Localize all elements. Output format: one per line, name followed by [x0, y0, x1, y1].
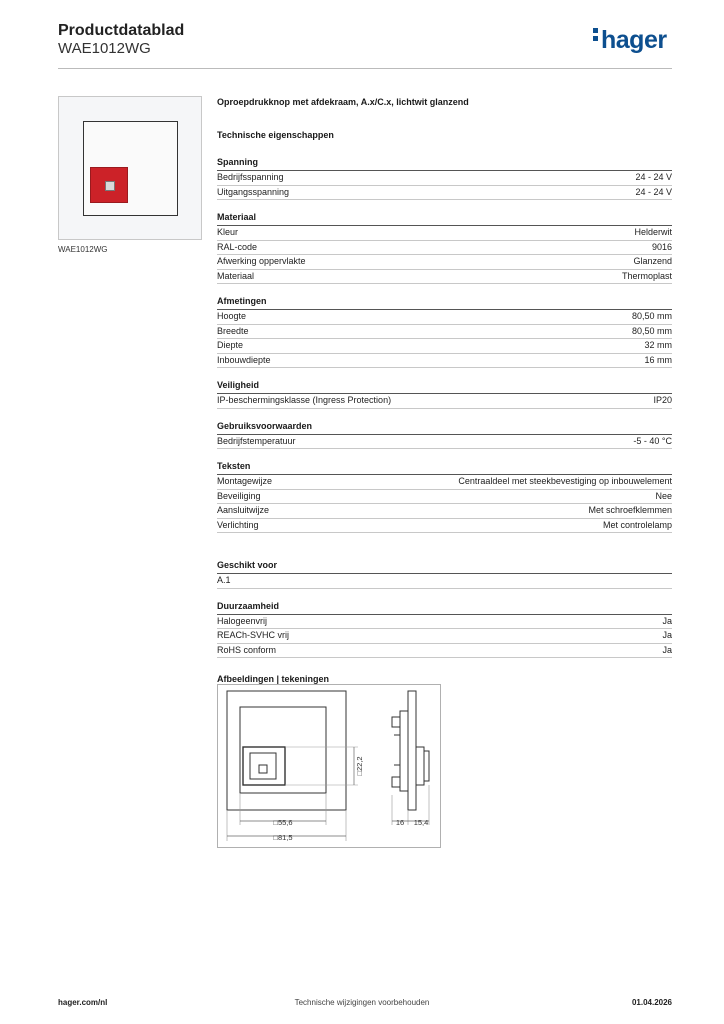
section-title: Materiaal [217, 212, 672, 226]
indicator-window [105, 181, 115, 191]
tech-heading: Technische eigenschappen [217, 130, 334, 140]
product-title: Oproepdrukknop met afdekraam, A.x/C.x, lichtwit glanzend [217, 97, 469, 107]
spec-label: A.1 [217, 575, 231, 585]
height-dim-symbol: □ [355, 771, 364, 776]
spec-row [217, 255, 672, 270]
spec-label: RoHS conform [217, 644, 277, 655]
spec-row [217, 310, 672, 325]
depth-right-label: 15,4 [413, 818, 429, 827]
spec-label: Inbouwdiepte [217, 354, 271, 365]
svg-text:□55,6 [273, 818, 292, 827]
spec-row [217, 241, 672, 256]
footer-date: 01.04.2026 [631, 998, 672, 1007]
technical-drawing [217, 684, 441, 848]
spec-value: Centraaldeel met steekbevestiging op inbouwelement [458, 476, 672, 486]
spec-section [217, 212, 672, 284]
inner-width-label: 55,6 [277, 818, 293, 827]
section-title: Teksten [217, 461, 672, 475]
spec-label: Montagewijze [217, 476, 273, 486]
spec-row [217, 394, 672, 409]
indicator-outline [259, 765, 267, 773]
spec-section [217, 601, 672, 659]
button-face-outline [250, 753, 276, 779]
spec-row [217, 644, 672, 659]
spec-value: IP20 [653, 395, 672, 405]
section-title: Duurzaamheid [217, 601, 672, 615]
svg-text:□22,2 [355, 756, 364, 775]
spec-value: -5 - 40 °C [633, 435, 672, 446]
spec-value: Ja [662, 630, 672, 640]
spec-label: Halogeenvrij [217, 615, 268, 626]
spec-value: Thermoplast [621, 270, 672, 281]
inner-width-symbol: □ [273, 818, 278, 827]
spec-label: Hoogte [217, 311, 247, 321]
spec-row [217, 186, 672, 201]
svg-text:□81,5 [273, 833, 292, 842]
depth-left-label: 16 [395, 818, 405, 827]
spec-row [217, 270, 672, 285]
spec-section [217, 560, 672, 589]
spec-label: Afwerking oppervlakte [217, 256, 306, 266]
spec-row [217, 171, 672, 186]
spec-row [217, 435, 672, 450]
spec-value: Glanzend [633, 256, 672, 266]
spec-label: Diepte [217, 340, 244, 350]
hager-logo [593, 26, 667, 55]
footer-notice: Technische wijzigingen voorbehouden [294, 998, 430, 1007]
spec-row [217, 574, 672, 589]
logo-dots-icon [593, 28, 599, 44]
spec-row [217, 325, 672, 340]
spec-value: 9016 [651, 241, 672, 252]
spec-label: IP-beschermingsklasse (Ingress Protection) [217, 395, 392, 405]
spec-row [217, 226, 672, 241]
page-title: Productdatablad [58, 22, 185, 39]
call-button [90, 167, 128, 203]
spec-value: Ja [662, 644, 672, 655]
drawing-svg [218, 685, 440, 847]
section-title: Afmetingen [217, 296, 672, 310]
spec-label: REACh-SVHC vrij [217, 630, 290, 640]
spec-section [217, 380, 672, 409]
spec-row [217, 475, 672, 490]
spec-sections [217, 157, 672, 687]
header-divider [58, 68, 672, 69]
spec-value: Ja [662, 615, 672, 626]
spec-row [217, 629, 672, 644]
side-frame-outline [408, 691, 416, 810]
spec-label: Bedrijfsspanning [217, 172, 284, 182]
spec-label: RAL-code [217, 241, 258, 252]
spec-value: 24 - 24 V [635, 172, 672, 182]
section-title: Spanning [217, 157, 672, 171]
spec-row [217, 615, 672, 630]
spec-section [217, 461, 672, 533]
outer-frame-outline [227, 691, 346, 810]
photo-caption: WAE1012WG [58, 245, 108, 254]
spec-row [217, 339, 672, 354]
spec-label: Beveiliging [217, 490, 261, 501]
spec-value: Met schroefklemmen [588, 505, 672, 515]
spec-section [217, 157, 672, 200]
section-title: Afbeeldingen | tekeningen [217, 674, 330, 684]
spec-label: Breedte [217, 325, 249, 336]
spec-label: Kleur [217, 227, 239, 237]
spec-section [217, 296, 672, 368]
height-dim-label: 22,2 [355, 756, 364, 772]
spec-row [217, 519, 672, 534]
product-photo [58, 96, 202, 240]
spec-value: 24 - 24 V [635, 186, 672, 197]
spec-section [217, 421, 672, 450]
footer-website[interactable]: hager.com/nl [58, 998, 108, 1007]
logo-text: hager [601, 26, 667, 54]
spec-label: Bedrijfstemperatuur [217, 435, 296, 446]
spec-value: 32 mm [644, 340, 672, 350]
outer-width-symbol: □ [273, 833, 278, 842]
spec-label: Aansluitwijze [217, 505, 270, 515]
spec-label: Materiaal [217, 270, 255, 281]
spec-label: Uitgangsspanning [217, 186, 290, 197]
section-title: Gebruiksvoorwaarden [217, 421, 672, 435]
spec-content [217, 96, 672, 687]
spec-row [217, 354, 672, 369]
spec-row [217, 490, 672, 505]
spec-value: 80,50 mm [631, 311, 672, 321]
spec-value: Met controlelamp [602, 519, 672, 530]
section-title: Geschikt voor [217, 560, 672, 574]
spec-value: 80,50 mm [631, 325, 672, 336]
inner-plate-outline [240, 707, 326, 793]
section-title: Veiligheid [217, 380, 672, 394]
outer-width-label: 81,5 [277, 833, 293, 842]
article-number: WAE1012WG [58, 40, 151, 57]
spec-value: Nee [655, 490, 672, 501]
spec-row [217, 504, 672, 519]
spec-value: 16 mm [644, 354, 672, 365]
spec-label: Verlichting [217, 519, 259, 530]
spec-value: Helderwit [634, 227, 672, 237]
